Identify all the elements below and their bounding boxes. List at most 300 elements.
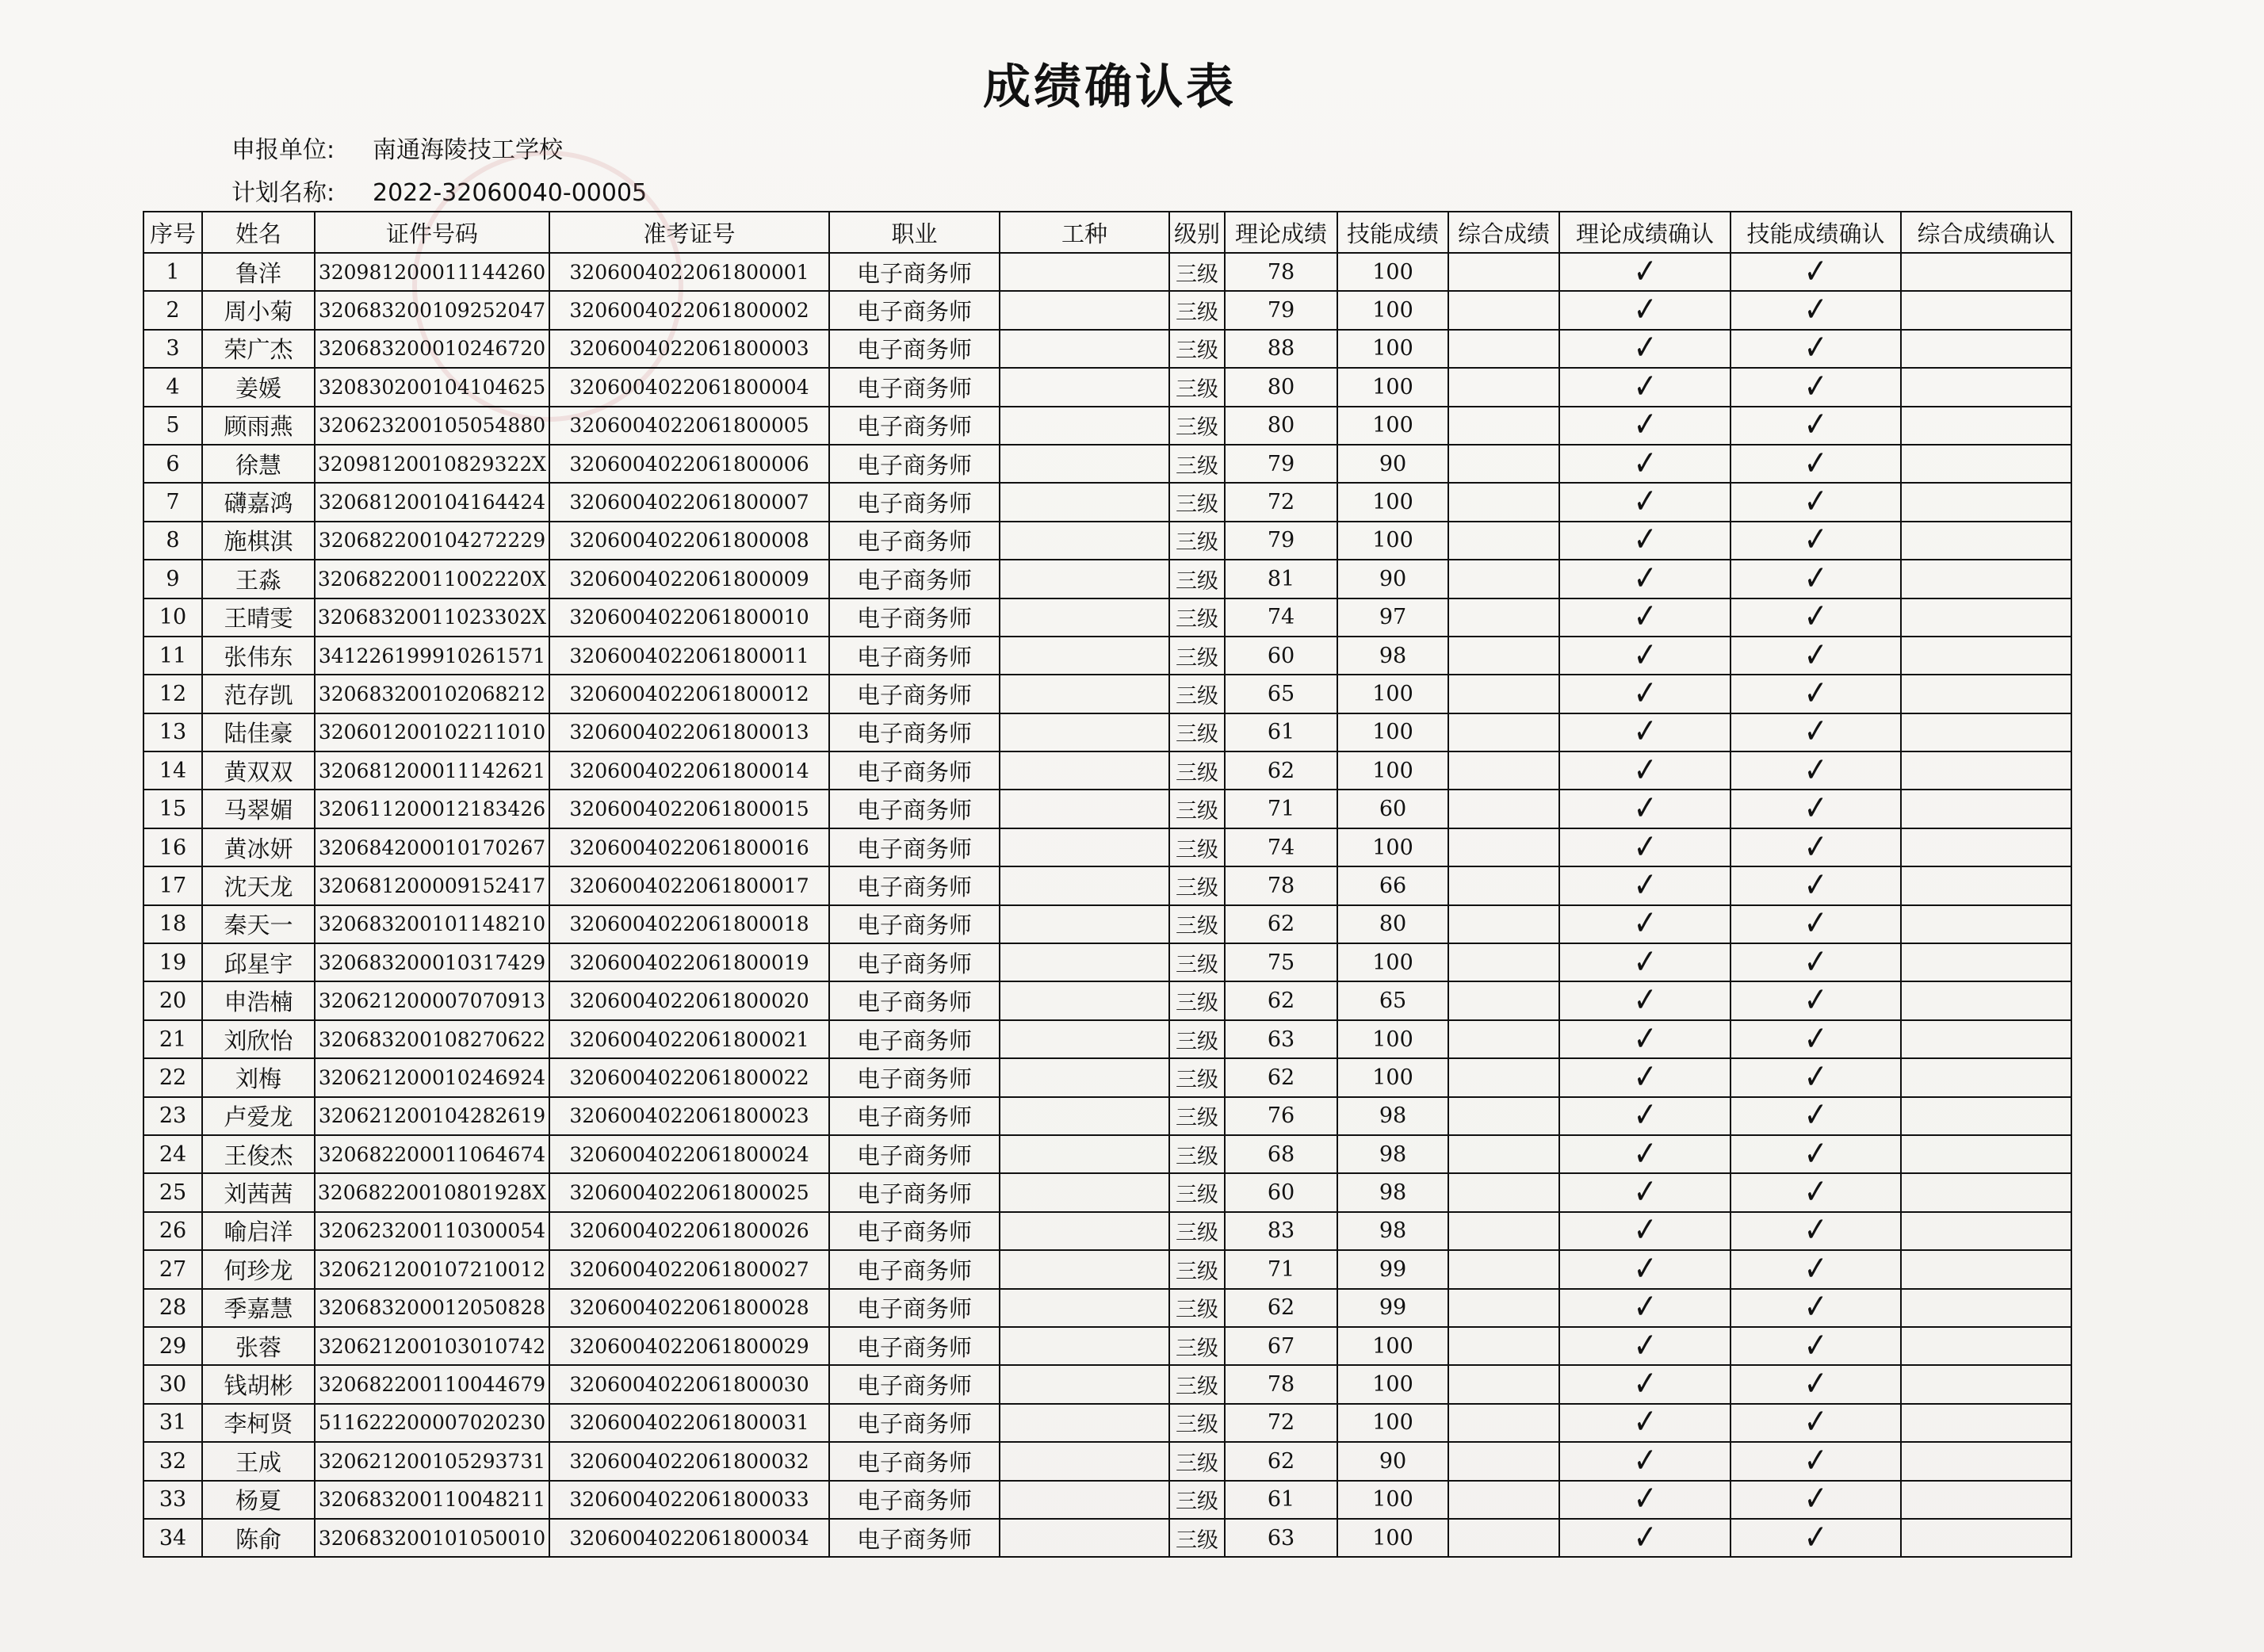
cell-level: 三级: [1169, 560, 1225, 598]
cell-total-confirm: [1901, 675, 2071, 713]
cell-no: 26: [143, 1212, 202, 1250]
cell-no: 30: [143, 1365, 202, 1403]
cell-total-confirm: [1901, 637, 2071, 675]
cell-total-confirm: [1901, 1442, 2071, 1480]
cell-theory-confirm: [1559, 1404, 1731, 1442]
cell-skill-score: 97: [1337, 598, 1448, 637]
cell-theory-score: 80: [1225, 368, 1337, 406]
cell-theory-confirm: [1559, 291, 1731, 329]
cell-job: 电子商务师: [829, 790, 1000, 828]
table-row: [143, 866, 2071, 904]
cell-job: 电子商务师: [829, 445, 1000, 483]
header-col-exam-no: 准考证号: [549, 212, 829, 253]
cell-theory-score: 63: [1225, 1020, 1337, 1058]
cell-theory-score: 74: [1225, 598, 1337, 637]
cell-theory-score: 71: [1225, 790, 1337, 828]
cell-total-score: [1448, 1058, 1559, 1096]
cell-exam-number: 3206004022061800020: [549, 981, 829, 1019]
check-mark-icon: ✓: [1803, 713, 1828, 752]
cell-name: 刘梅: [202, 1058, 315, 1096]
cell-id-number: 320981200011144260: [315, 253, 549, 291]
cell-no: 6: [143, 445, 202, 483]
cell-name: 刘茜茜: [202, 1173, 315, 1211]
cell-name: 邱星宇: [202, 943, 315, 981]
cell-skill-score: 98: [1337, 1097, 1448, 1135]
table-row: [143, 1212, 2071, 1250]
cell-theory-confirm: [1559, 1442, 1731, 1480]
cell-total-confirm: [1901, 1212, 2071, 1250]
score-table: [143, 211, 2072, 1558]
cell-total-confirm: [1901, 1365, 2071, 1403]
cell-name: 杨夏: [202, 1481, 315, 1519]
cell-theory-confirm: [1559, 1250, 1731, 1288]
cell-skill-score: 100: [1337, 1365, 1448, 1403]
cell-total-score: [1448, 905, 1559, 943]
cell-skill-score: 100: [1337, 291, 1448, 329]
header-row: [143, 212, 2071, 253]
cell-level: 三级: [1169, 598, 1225, 637]
cell-total-confirm: [1901, 1058, 2071, 1096]
table-row: [143, 1020, 2071, 1058]
header-col-type: 工种: [1000, 212, 1169, 253]
check-mark-icon: ✓: [1633, 329, 1657, 369]
cell-id-number: 320682200011064674: [315, 1135, 549, 1173]
cell-total-score: [1448, 1020, 1559, 1058]
check-mark-icon: ✓: [1633, 521, 1657, 560]
cell-exam-number: 3206004022061800023: [549, 1097, 829, 1135]
cell-exam-number: 3206004022061800021: [549, 1020, 829, 1058]
cell-skill-confirm: [1731, 291, 1901, 329]
cell-skill-score: 90: [1337, 445, 1448, 483]
cell-type: [1000, 1250, 1169, 1288]
cell-name: 钱胡彬: [202, 1365, 315, 1403]
cell-theory-score: 67: [1225, 1327, 1337, 1365]
cell-no: 1: [143, 253, 202, 291]
cell-job: 电子商务师: [829, 866, 1000, 904]
cell-no: 19: [143, 943, 202, 981]
check-mark-icon: ✓: [1803, 483, 1828, 522]
cell-no: 32: [143, 1442, 202, 1480]
cell-theory-score: 78: [1225, 866, 1337, 904]
cell-theory-score: 79: [1225, 522, 1337, 560]
check-mark-icon: ✓: [1803, 866, 1828, 905]
cell-level: 三级: [1169, 1289, 1225, 1327]
cell-theory-score: 62: [1225, 981, 1337, 1019]
cell-skill-score: 99: [1337, 1250, 1448, 1288]
cell-name: 陆佳豪: [202, 713, 315, 751]
check-mark-icon: ✓: [1633, 1442, 1657, 1481]
cell-no: 21: [143, 1020, 202, 1058]
cell-skill-confirm: [1731, 1097, 1901, 1135]
check-mark-icon: ✓: [1633, 904, 1657, 944]
check-mark-icon: ✓: [1803, 1288, 1828, 1327]
cell-level: 三级: [1169, 751, 1225, 790]
check-mark-icon: ✓: [1803, 560, 1828, 598]
cell-total-confirm: [1901, 598, 2071, 637]
cell-theory-confirm: [1559, 943, 1731, 981]
cell-theory-confirm: [1559, 675, 1731, 713]
cell-theory-score: 71: [1225, 1250, 1337, 1288]
check-mark-icon: ✓: [1633, 483, 1657, 522]
cell-total-score: [1448, 253, 1559, 291]
cell-job: 电子商务师: [829, 560, 1000, 598]
cell-job: 电子商务师: [829, 1173, 1000, 1211]
cell-skill-score: 99: [1337, 1289, 1448, 1327]
cell-skill-score: 100: [1337, 751, 1448, 790]
cell-total-score: [1448, 407, 1559, 445]
cell-no: 10: [143, 598, 202, 637]
cell-type: [1000, 943, 1169, 981]
cell-theory-confirm: [1559, 1289, 1731, 1327]
cell-skill-score: 90: [1337, 560, 1448, 598]
cell-level: 三级: [1169, 943, 1225, 981]
cell-type: [1000, 253, 1169, 291]
cell-name: 卢爱龙: [202, 1097, 315, 1135]
cell-job: 电子商务师: [829, 1442, 1000, 1480]
check-mark-icon: ✓: [1803, 253, 1828, 292]
cell-theory-confirm: [1559, 637, 1731, 675]
cell-id-number: 320621200104282619: [315, 1097, 549, 1135]
cell-skill-confirm: [1731, 751, 1901, 790]
cell-type: [1000, 368, 1169, 406]
cell-skill-score: 100: [1337, 1519, 1448, 1557]
cell-job: 电子商务师: [829, 483, 1000, 521]
cell-level: 三级: [1169, 1058, 1225, 1096]
cell-skill-confirm: [1731, 1173, 1901, 1211]
check-mark-icon: ✓: [1803, 406, 1828, 445]
cell-total-confirm: [1901, 1327, 2071, 1365]
cell-level: 三级: [1169, 1481, 1225, 1519]
cell-theory-confirm: [1559, 445, 1731, 483]
cell-exam-number: 3206004022061800019: [549, 943, 829, 981]
cell-id-number: 511622200007020230: [315, 1404, 549, 1442]
cell-job: 电子商务师: [829, 828, 1000, 866]
cell-theory-confirm: [1559, 1173, 1731, 1211]
check-mark-icon: ✓: [1633, 790, 1657, 828]
header-col-job: 职业: [829, 212, 1000, 253]
cell-level: 三级: [1169, 1212, 1225, 1250]
cell-type: [1000, 675, 1169, 713]
cell-total-score: [1448, 1365, 1559, 1403]
cell-id-number: 320830200104104625: [315, 368, 549, 406]
check-mark-icon: ✓: [1803, 1518, 1828, 1558]
cell-name: 荣广杰: [202, 330, 315, 368]
cell-skill-confirm: [1731, 713, 1901, 751]
cell-no: 16: [143, 828, 202, 866]
cell-total-score: [1448, 291, 1559, 329]
cell-skill-confirm: [1731, 1442, 1901, 1480]
cell-total-score: [1448, 445, 1559, 483]
cell-skill-confirm: [1731, 905, 1901, 943]
cell-total-score: [1448, 1481, 1559, 1519]
cell-level: 三级: [1169, 1404, 1225, 1442]
check-mark-icon: ✓: [1633, 675, 1657, 713]
header-col-no: 序号: [143, 212, 202, 253]
check-mark-icon: ✓: [1803, 1326, 1828, 1366]
cell-level: 三级: [1169, 905, 1225, 943]
cell-skill-score: 90: [1337, 1442, 1448, 1480]
cell-id-number: 341226199910261571: [315, 637, 549, 675]
cell-name: 刘欣怡: [202, 1020, 315, 1058]
cell-id-number: 320682200104272229: [315, 522, 549, 560]
cell-theory-score: 63: [1225, 1519, 1337, 1557]
cell-total-confirm: [1901, 368, 2071, 406]
cell-skill-confirm: [1731, 675, 1901, 713]
cell-skill-score: 98: [1337, 637, 1448, 675]
cell-exam-number: 3206004022061800011: [549, 637, 829, 675]
check-mark-icon: ✓: [1803, 1480, 1828, 1519]
cell-skill-score: 80: [1337, 905, 1448, 943]
cell-level: 三级: [1169, 790, 1225, 828]
cell-skill-score: 100: [1337, 368, 1448, 406]
cell-total-confirm: [1901, 1135, 2071, 1173]
cell-type: [1000, 330, 1169, 368]
cell-skill-score: 100: [1337, 943, 1448, 981]
cell-name: 王俊杰: [202, 1135, 315, 1173]
check-mark-icon: ✓: [1803, 1365, 1828, 1404]
cell-id-number: 320601200102211010: [315, 713, 549, 751]
table-body: [143, 253, 2071, 1557]
header-col-theory: 理论成绩: [1225, 212, 1337, 253]
cell-no: 22: [143, 1058, 202, 1096]
cell-theory-confirm: [1559, 522, 1731, 560]
check-mark-icon: ✓: [1633, 1365, 1657, 1404]
cell-id-number: 32068320011023302X: [315, 598, 549, 637]
plan-line: [231, 173, 647, 208]
cell-type: [1000, 1404, 1169, 1442]
cell-name: 王淼: [202, 560, 315, 598]
cell-exam-number: 3206004022061800001: [549, 253, 829, 291]
cell-id-number: 320681200011142621: [315, 751, 549, 790]
cell-name: 王成: [202, 1442, 315, 1480]
cell-level: 三级: [1169, 330, 1225, 368]
cell-skill-score: 100: [1337, 1020, 1448, 1058]
cell-level: 三级: [1169, 1173, 1225, 1211]
cell-no: 34: [143, 1519, 202, 1557]
cell-level: 三级: [1169, 866, 1225, 904]
header-col-theory-confirm: 理论成绩确认: [1559, 212, 1731, 253]
cell-theory-confirm: [1559, 866, 1731, 904]
cell-skill-score: 65: [1337, 981, 1448, 1019]
cell-skill-score: 98: [1337, 1135, 1448, 1173]
cell-total-confirm: [1901, 1404, 2071, 1442]
cell-level: 三级: [1169, 1250, 1225, 1288]
cell-skill-score: 100: [1337, 483, 1448, 521]
check-mark-icon: ✓: [1803, 1250, 1828, 1289]
cell-theory-score: 72: [1225, 483, 1337, 521]
cell-skill-score: 98: [1337, 1212, 1448, 1250]
cell-theory-confirm: [1559, 1519, 1731, 1557]
table-row: [143, 1289, 2071, 1327]
cell-total-score: [1448, 1327, 1559, 1365]
cell-total-confirm: [1901, 445, 2071, 483]
table-row: [143, 675, 2071, 713]
check-mark-icon: ✓: [1633, 560, 1657, 598]
cell-theory-score: 65: [1225, 675, 1337, 713]
table-row: [143, 253, 2071, 291]
cell-exam-number: 3206004022061800012: [549, 675, 829, 713]
cell-exam-number: 3206004022061800031: [549, 1404, 829, 1442]
cell-theory-score: 76: [1225, 1097, 1337, 1135]
unit-label: 申报单位:: [231, 136, 335, 164]
cell-total-confirm: [1901, 905, 2071, 943]
cell-id-number: 320683200102068212: [315, 675, 549, 713]
cell-type: [1000, 1327, 1169, 1365]
cell-total-score: [1448, 828, 1559, 866]
cell-total-confirm: [1901, 790, 2071, 828]
cell-job: 电子商务师: [829, 1365, 1000, 1403]
cell-theory-score: 75: [1225, 943, 1337, 981]
check-mark-icon: ✓: [1633, 943, 1657, 982]
cell-theory-confirm: [1559, 1097, 1731, 1135]
cell-total-score: [1448, 943, 1559, 981]
cell-job: 电子商务师: [829, 1404, 1000, 1442]
cell-theory-confirm: [1559, 483, 1731, 521]
table-row: [143, 1365, 2071, 1403]
cell-total-confirm: [1901, 253, 2071, 291]
table-row: [143, 905, 2071, 943]
cell-id-number: 320683200101050010: [315, 1519, 549, 1557]
cell-exam-number: 3206004022061800009: [549, 560, 829, 598]
cell-skill-confirm: [1731, 1404, 1901, 1442]
cell-id-number: 320683200109252047: [315, 291, 549, 329]
cell-id-number: 320681200009152417: [315, 866, 549, 904]
cell-skill-confirm: [1731, 1250, 1901, 1288]
cell-skill-confirm: [1731, 1212, 1901, 1250]
cell-total-confirm: [1901, 522, 2071, 560]
cell-total-score: [1448, 713, 1559, 751]
cell-theory-score: 60: [1225, 637, 1337, 675]
cell-name: 陈俞: [202, 1519, 315, 1557]
cell-type: [1000, 1289, 1169, 1327]
cell-skill-confirm: [1731, 981, 1901, 1019]
cell-total-confirm: [1901, 866, 2071, 904]
cell-skill-confirm: [1731, 828, 1901, 866]
cell-job: 电子商务师: [829, 751, 1000, 790]
cell-theory-confirm: [1559, 1365, 1731, 1403]
cell-theory-score: 74: [1225, 828, 1337, 866]
check-mark-icon: ✓: [1633, 1096, 1657, 1135]
cell-theory-score: 62: [1225, 1289, 1337, 1327]
cell-job: 电子商务师: [829, 1250, 1000, 1288]
cell-job: 电子商务师: [829, 713, 1000, 751]
cell-total-score: [1448, 1250, 1559, 1288]
cell-exam-number: 3206004022061800005: [549, 407, 829, 445]
cell-exam-number: 3206004022061800010: [549, 598, 829, 637]
cell-skill-confirm: [1731, 1327, 1901, 1365]
cell-skill-score: 100: [1337, 1058, 1448, 1096]
cell-id-number: 320683200012050828: [315, 1289, 549, 1327]
cell-id-number: 320683200010246720: [315, 330, 549, 368]
cell-job: 电子商务师: [829, 1058, 1000, 1096]
header-col-level: 级别: [1169, 212, 1225, 253]
check-mark-icon: ✓: [1633, 598, 1657, 637]
cell-job: 电子商务师: [829, 1020, 1000, 1058]
cell-total-confirm: [1901, 483, 2071, 521]
header-col-total: 综合成绩: [1448, 212, 1559, 253]
cell-no: 2: [143, 291, 202, 329]
cell-total-score: [1448, 1404, 1559, 1442]
cell-skill-score: 100: [1337, 828, 1448, 866]
cell-type: [1000, 1173, 1169, 1211]
table-row: [143, 713, 2071, 751]
cell-total-confirm: [1901, 713, 2071, 751]
table-row: [143, 981, 2071, 1019]
cell-theory-confirm: [1559, 1212, 1731, 1250]
table-row: [143, 291, 2071, 329]
plan-label: 计划名称:: [231, 179, 335, 207]
cell-level: 三级: [1169, 828, 1225, 866]
cell-total-confirm: [1901, 1250, 2071, 1288]
cell-theory-confirm: [1559, 1481, 1731, 1519]
cell-theory-score: 72: [1225, 1404, 1337, 1442]
cell-no: 5: [143, 407, 202, 445]
check-mark-icon: ✓: [1633, 1019, 1657, 1059]
cell-exam-number: 3206004022061800015: [549, 790, 829, 828]
cell-job: 电子商务师: [829, 253, 1000, 291]
cell-total-score: [1448, 522, 1559, 560]
check-mark-icon: ✓: [1803, 1019, 1828, 1059]
check-mark-icon: ✓: [1633, 1403, 1657, 1443]
cell-theory-score: 88: [1225, 330, 1337, 368]
cell-skill-confirm: [1731, 1020, 1901, 1058]
cell-level: 三级: [1169, 522, 1225, 560]
check-mark-icon: ✓: [1803, 636, 1828, 675]
cell-theory-score: 79: [1225, 291, 1337, 329]
cell-no: 14: [143, 751, 202, 790]
cell-no: 11: [143, 637, 202, 675]
cell-job: 电子商务师: [829, 905, 1000, 943]
cell-skill-confirm: [1731, 637, 1901, 675]
cell-total-confirm: [1901, 1519, 2071, 1557]
cell-total-score: [1448, 790, 1559, 828]
table-row: [143, 637, 2071, 675]
cell-level: 三级: [1169, 675, 1225, 713]
cell-skill-score: 100: [1337, 522, 1448, 560]
check-mark-icon: ✓: [1633, 1058, 1657, 1097]
cell-type: [1000, 981, 1169, 1019]
header-col-total-confirm: 综合成绩确认: [1901, 212, 2071, 253]
cell-name: 喻启洋: [202, 1212, 315, 1250]
cell-total-score: [1448, 866, 1559, 904]
cell-skill-score: 100: [1337, 330, 1448, 368]
cell-skill-confirm: [1731, 1519, 1901, 1557]
cell-level: 三级: [1169, 483, 1225, 521]
table-row: [143, 368, 2071, 406]
cell-total-score: [1448, 560, 1559, 598]
table-row: [143, 1327, 2071, 1365]
cell-level: 三级: [1169, 253, 1225, 291]
cell-exam-number: 3206004022061800024: [549, 1135, 829, 1173]
cell-no: 18: [143, 905, 202, 943]
check-mark-icon: ✓: [1803, 1173, 1828, 1212]
cell-skill-score: 60: [1337, 790, 1448, 828]
cell-theory-confirm: [1559, 253, 1731, 291]
cell-job: 电子商务师: [829, 1289, 1000, 1327]
check-mark-icon: ✓: [1803, 1058, 1828, 1097]
cell-theory-score: 80: [1225, 407, 1337, 445]
cell-theory-score: 78: [1225, 1365, 1337, 1403]
cell-name: 施棋淇: [202, 522, 315, 560]
cell-name: 马翠媚: [202, 790, 315, 828]
cell-theory-score: 62: [1225, 905, 1337, 943]
cell-level: 三级: [1169, 1327, 1225, 1365]
cell-skill-score: 100: [1337, 713, 1448, 751]
cell-id-number: 320683200101148210: [315, 905, 549, 943]
table-row: [143, 1173, 2071, 1211]
cell-exam-number: 3206004022061800028: [549, 1289, 829, 1327]
table-row: [143, 407, 2071, 445]
